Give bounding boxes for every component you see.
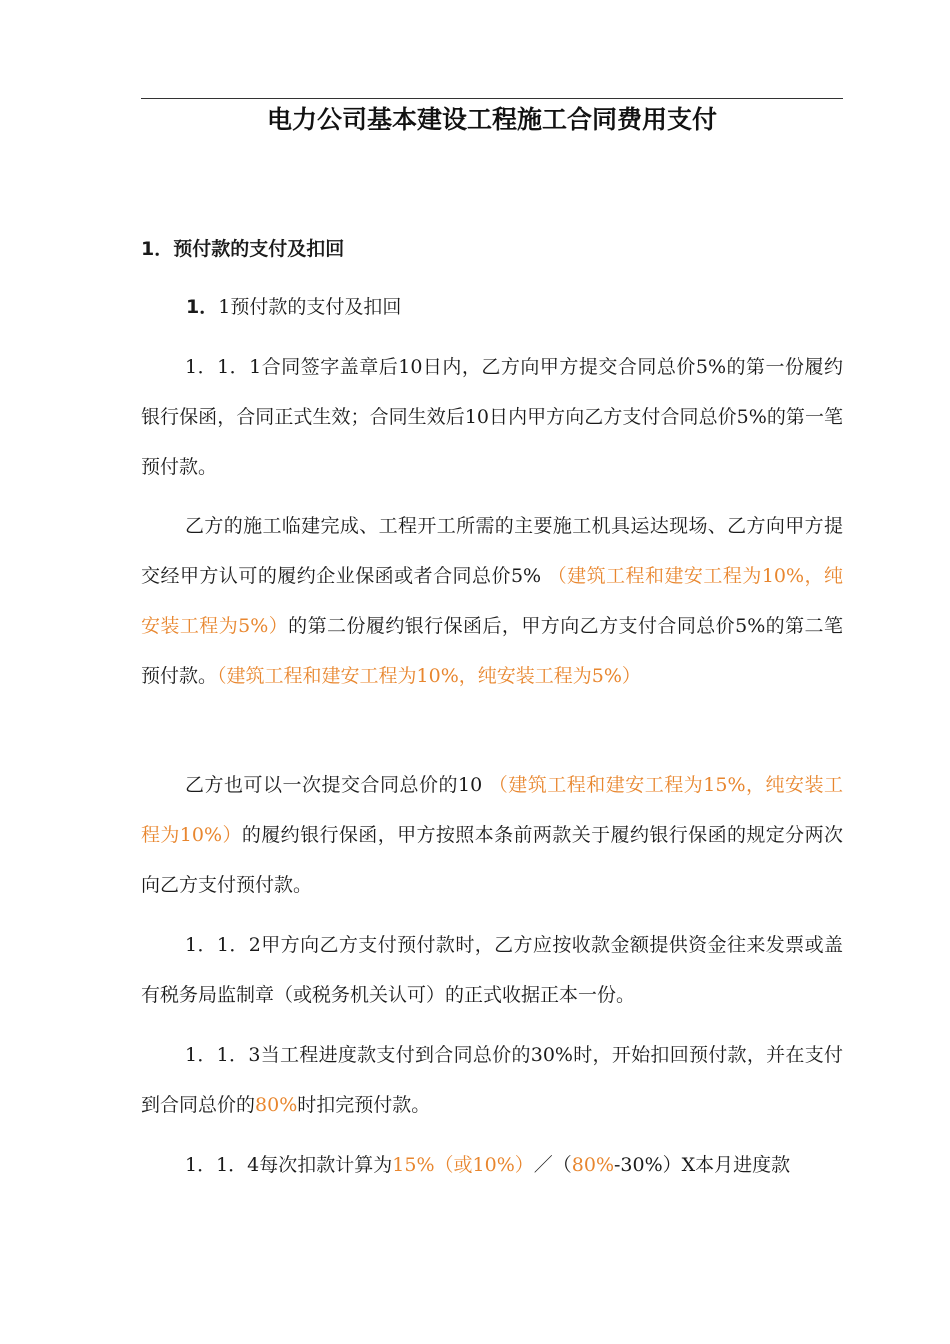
highlighted-note: （建筑工程和建安工程为10%，纯安装工程为5%） (217, 665, 641, 687)
paragraph-1-1-2 (141, 920, 843, 1020)
paragraph-second-advance (141, 501, 843, 701)
text-run: 1．1．2甲方向乙方支付预付款时，乙方应按收款金额提供资金往来发票或盖有税务局监制章（或税务机关认可）的正式收据正本一份。 (141, 934, 843, 1006)
subsection-number: 1． (186, 296, 219, 318)
section-heading: 1．预付款的支付及扣回 (141, 238, 345, 260)
text-run: 的履约银行保函，甲方按照本条前两款关于履约银行保函的规定分两次向乙方支付预付款。 (141, 824, 843, 896)
paragraph-1-1-1 (141, 342, 843, 492)
document-title: 电力公司基本建设工程施工合同费用支付 (266, 105, 717, 134)
highlighted-percent: 80% (571, 1154, 614, 1176)
text-run: 乙方也可以一次提交合同总价的10 (185, 774, 489, 796)
subsection-label: 1预付款的支付及扣回 (218, 296, 402, 318)
text-run: 1．1．3当工程进度款支付到合同总价的30%时，开始扣回预付款，并在支付到合同总价的 (141, 1044, 843, 1116)
paragraph-1-1-4 (141, 1140, 843, 1190)
text-run: ／（ (533, 1154, 572, 1176)
highlighted-note: （建筑工程和建安工程为10%，纯安装工程为5%） (141, 565, 843, 637)
header-rule (141, 98, 843, 99)
paragraph-1-1-3 (141, 1030, 843, 1130)
highlighted-percent: 15%（或10%） (392, 1154, 534, 1176)
text-run: 1．1．1合同签字盖章后10日内，乙方向甲方提交合同总价5%的第一份履约银行保函，合同正式生效；合同生效后10日内甲方向乙方支付合同总价5%的第一笔预付款。 (141, 356, 843, 478)
text-run: 时扣完预付款。 (297, 1094, 431, 1116)
highlighted-note: （建筑工程和建安工程为15%，纯安装工程为10%） (141, 774, 844, 846)
text-run: 的第二份履约银行保函后，甲方向乙方支付合同总价5%的第二笔预付款。 (141, 615, 843, 687)
text-run: 乙方的施工临建完成、工程开工所需的主要施工机具运达现场、乙方向甲方提交经甲方认可的履约企业保函或者合同总价5% (141, 515, 843, 587)
subsection-heading (186, 292, 401, 322)
text-run: -30%）X本月进度款 (614, 1154, 791, 1176)
text-run: 1．1．4每次扣款计算为 (185, 1154, 393, 1176)
highlighted-percent: 80% (255, 1094, 298, 1116)
paragraph-single-guarantee (141, 760, 843, 910)
